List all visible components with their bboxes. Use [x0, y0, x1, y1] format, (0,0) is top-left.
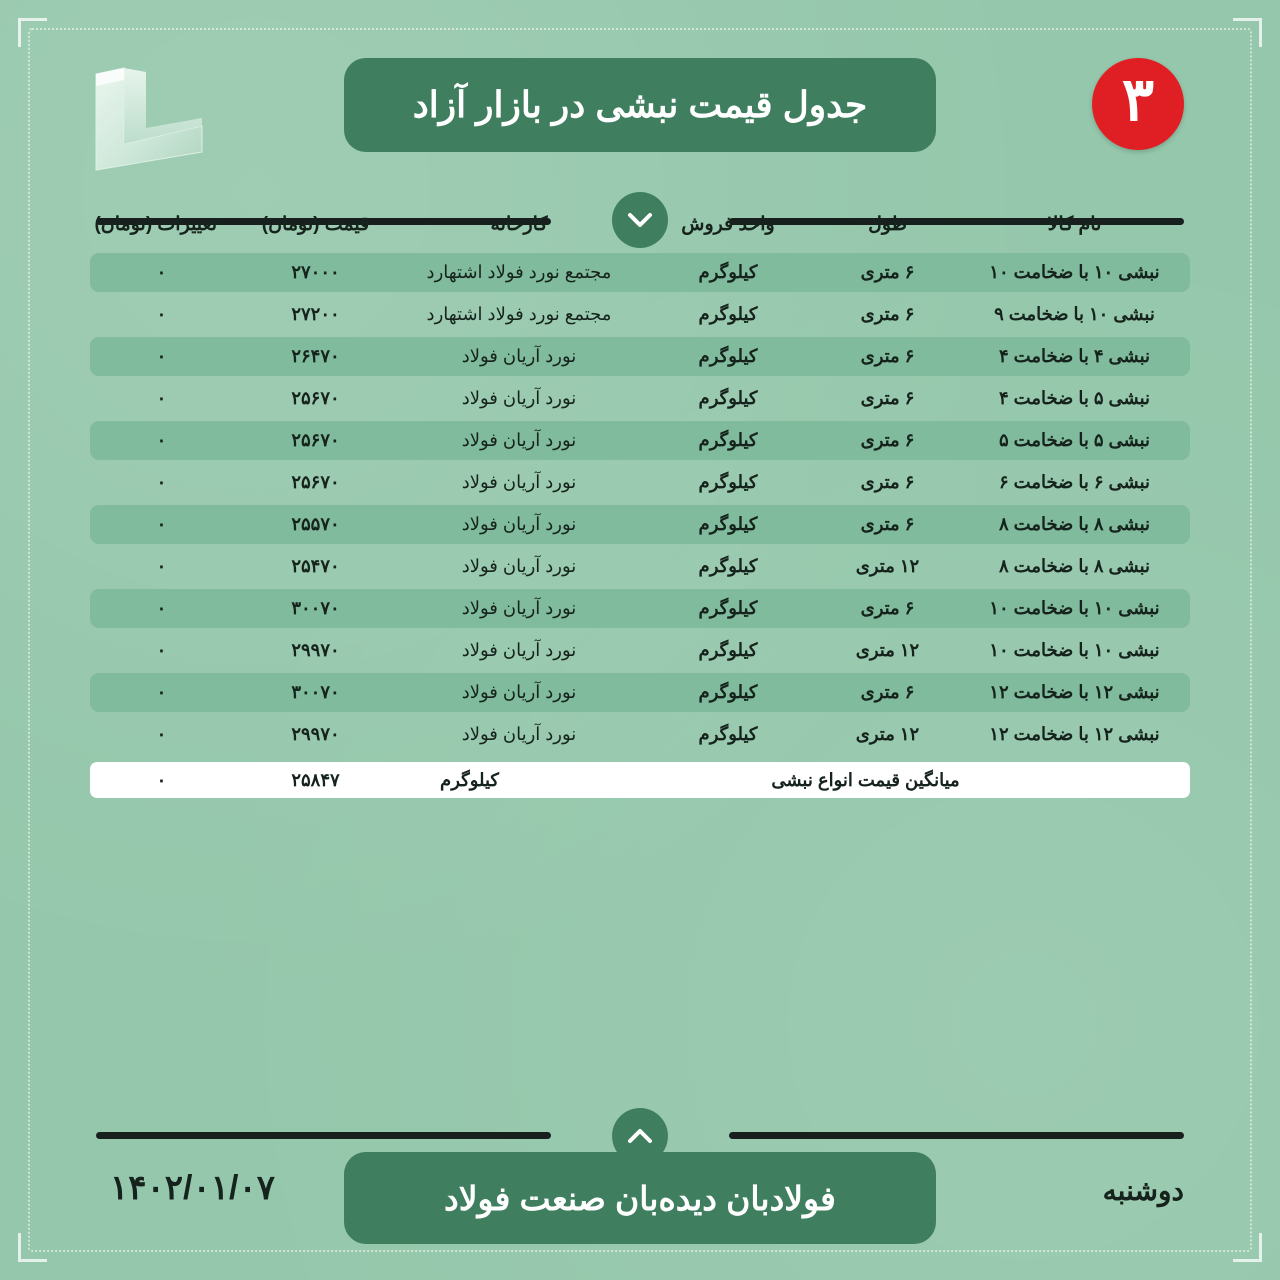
column-header-unit: واحد فروش — [681, 214, 775, 235]
cell-name: نبشی ۶ با ضخامت ۶ — [998, 472, 1151, 492]
cell-name: نبشی ۱۲ با ضخامت ۱۲ — [959, 673, 1190, 712]
cell-price: ۳۰۰۷۰ — [233, 673, 398, 712]
brand-plate — [344, 1152, 936, 1244]
column-header-change: تغییرات (تومان) — [94, 214, 217, 235]
cell-unit: کیلوگرم — [698, 472, 758, 492]
price-table-container — [90, 200, 1190, 757]
cell-change: ۰ — [156, 640, 167, 660]
cell-unit: کیلوگرم — [640, 253, 816, 292]
cell-name: نبشی ۱۰ با ضخامت ۱۰ — [959, 253, 1190, 292]
cell-change: ۰ — [90, 673, 233, 712]
cell-unit: کیلوگرم — [698, 304, 758, 324]
poster-footer — [0, 1106, 1280, 1246]
cell-factory: نورد آریان فولاد — [461, 724, 577, 744]
brand-name: فولادبان دیده‌بان صنعت فولاد — [444, 1179, 836, 1217]
cell-factory: مجتمع نورد فولاد اشتهارد — [426, 304, 612, 324]
cell-change: ۰ — [156, 388, 167, 408]
title-plate — [344, 58, 936, 152]
table-row — [90, 379, 1190, 418]
cell-price: ۲۹۹۷۰ — [291, 640, 340, 660]
cell-factory: نورد آریان فولاد — [461, 388, 577, 408]
cell-change: ۰ — [156, 556, 167, 576]
column-header-factory: کارخانه — [490, 214, 548, 235]
cell-name: نبشی ۸ با ضخامت ۸ — [998, 556, 1151, 576]
cell-length: ۱۲ متری — [855, 640, 920, 660]
cell-name: نبشی ۱۰ با ضخامت ۱۰ — [959, 589, 1190, 628]
average-change: ۰ — [156, 769, 167, 790]
cell-unit: کیلوگرم — [640, 505, 816, 544]
table-row — [90, 547, 1190, 586]
cell-change: ۰ — [156, 472, 167, 492]
poster-header — [0, 40, 1280, 160]
cell-length: ۶ متری — [816, 589, 959, 628]
cell-factory: نورد آریان فولاد — [461, 472, 577, 492]
footer-rule-right — [96, 1132, 551, 1139]
cell-name: نبشی ۵ با ضخامت ۴ — [998, 388, 1151, 408]
column-header-length: طول — [868, 214, 907, 235]
cell-name: نبشی ۱۲ با ضخامت ۱۲ — [989, 724, 1160, 744]
table-row — [90, 337, 1190, 376]
cell-name: نبشی ۱۰ با ضخامت ۹ — [994, 304, 1155, 324]
cell-price: ۳۰۰۷۰ — [233, 589, 398, 628]
cell-length: ۱۲ متری — [855, 556, 920, 576]
table-row — [90, 505, 1190, 544]
table-row — [90, 715, 1190, 754]
footer-rule-left — [729, 1132, 1184, 1139]
cell-factory: نورد آریان فولاد — [461, 556, 577, 576]
cell-factory: نورد آریان فولاد — [398, 337, 640, 376]
cell-price: ۲۹۹۷۰ — [291, 724, 340, 744]
cell-price: ۲۶۴۷۰ — [233, 337, 398, 376]
table-row — [90, 463, 1190, 502]
average-label: میانگین قیمت انواع نبشی — [771, 769, 960, 790]
cell-unit: کیلوگرم — [698, 556, 758, 576]
cell-length: ۶ متری — [860, 472, 915, 492]
table-row — [90, 421, 1190, 460]
cell-name: نبشی ۱۰ با ضخامت ۱۰ — [989, 640, 1160, 660]
cell-name: نبشی ۵ با ضخامت ۵ — [959, 421, 1190, 460]
table-header-row — [90, 203, 1190, 250]
weekday-label: دوشنبه — [1102, 1175, 1184, 1206]
cell-length: ۶ متری — [816, 673, 959, 712]
cell-price: ۲۵۴۷۰ — [291, 556, 340, 576]
cell-length: ۶ متری — [860, 304, 915, 324]
cell-change: ۰ — [90, 337, 233, 376]
chevron-up-icon — [627, 1128, 653, 1144]
cell-price: ۲۷۰۰۰ — [233, 253, 398, 292]
cell-factory: مجتمع نورد فولاد اشتهارد — [398, 253, 640, 292]
cell-name: نبشی ۸ با ضخامت ۸ — [959, 505, 1190, 544]
cell-unit: کیلوگرم — [698, 724, 758, 744]
average-price-row — [90, 762, 1190, 798]
cell-unit: کیلوگرم — [640, 421, 816, 460]
cell-price: ۲۵۶۷۰ — [291, 472, 340, 492]
cell-length: ۱۲ متری — [855, 724, 920, 744]
average-unit: کیلوگرم — [440, 769, 499, 790]
cell-change: ۰ — [90, 421, 233, 460]
cell-length: ۶ متری — [816, 505, 959, 544]
table-row — [90, 631, 1190, 670]
cell-change: ۰ — [90, 505, 233, 544]
cell-change: ۰ — [156, 724, 167, 744]
cell-unit: کیلوگرم — [698, 388, 758, 408]
cell-unit: کیلوگرم — [640, 589, 816, 628]
average-price: ۲۵۸۴۷ — [291, 769, 340, 790]
cell-change: ۰ — [90, 589, 233, 628]
cell-price: ۲۷۲۰۰ — [291, 304, 340, 324]
cell-factory: نورد آریان فولاد — [398, 505, 640, 544]
cell-factory: نورد آریان فولاد — [461, 640, 577, 660]
cell-factory: نورد آریان فولاد — [398, 673, 640, 712]
table-row — [90, 295, 1190, 334]
column-header-name: نام کالا — [1047, 214, 1102, 235]
date-label: ۱۴۰۲/۰۱/۰۷ — [110, 1169, 275, 1207]
cell-unit: کیلوگرم — [640, 337, 816, 376]
page-title: جدول قیمت نبشی در بازار آزاد — [412, 84, 868, 125]
cell-factory: نورد آریان فولاد — [398, 421, 640, 460]
logo-glyph: ۳ — [1121, 66, 1155, 133]
table-row — [90, 253, 1190, 292]
cell-length: ۶ متری — [816, 337, 959, 376]
cell-price: ۲۵۵۷۰ — [233, 505, 398, 544]
table-row — [90, 673, 1190, 712]
cell-change: ۰ — [90, 253, 233, 292]
cell-name: نبشی ۴ با ضخامت ۴ — [959, 337, 1190, 376]
cell-length: ۶ متری — [816, 421, 959, 460]
cell-length: ۶ متری — [860, 388, 915, 408]
table-row — [90, 589, 1190, 628]
cell-unit: کیلوگرم — [640, 673, 816, 712]
cell-price: ۲۵۶۷۰ — [233, 421, 398, 460]
price-table — [90, 200, 1190, 757]
angle-bar-illustration — [84, 66, 214, 176]
cell-factory: نورد آریان فولاد — [398, 589, 640, 628]
cell-price: ۲۵۶۷۰ — [291, 388, 340, 408]
column-header-price: قیمت (تومان) — [261, 214, 370, 235]
cell-length: ۶ متری — [816, 253, 959, 292]
cell-change: ۰ — [156, 304, 167, 324]
cell-unit: کیلوگرم — [698, 640, 758, 660]
foolad-ban-logo — [1092, 58, 1184, 150]
